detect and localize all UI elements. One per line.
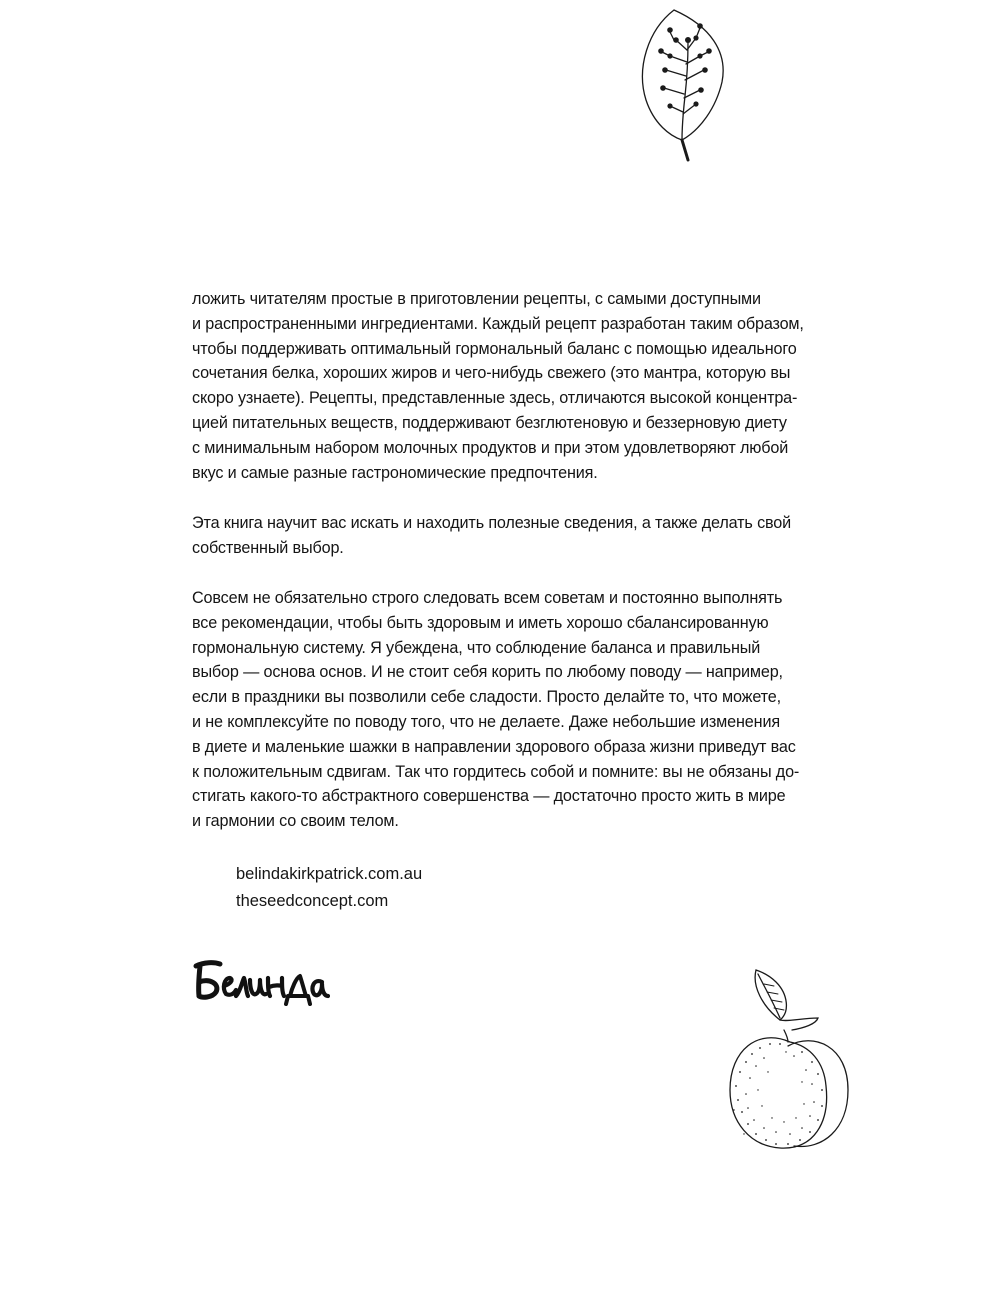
text-line: сочетания белка, хороших жиров и чего-нибудь свежего (это мантра, которую вы bbox=[192, 364, 791, 383]
text-line: ложить читателям простые в приготовлении рецепты, с самыми доступными bbox=[192, 290, 761, 308]
text-line: Эта книга научит вас искать и находить полезные сведения, а также делать свой bbox=[192, 514, 792, 532]
text-line: и гармонии со своим телом. bbox=[192, 812, 399, 831]
paragraph-balance-advice bbox=[192, 586, 842, 834]
text-line: собственный выбор. bbox=[192, 538, 344, 557]
paragraph-book-purpose bbox=[192, 511, 842, 561]
text-line: выбор — основа основ. И не стоит себя корить по любому поводу — например, bbox=[192, 663, 783, 682]
text-line: гормональную систему. Я убеждена, что соблюдение баланса и правильный bbox=[192, 638, 761, 657]
website-link-seed-concept[interactable]: theseedconcept.com bbox=[236, 892, 389, 910]
signature bbox=[190, 952, 330, 1012]
text-line: вкус и самые разные гастрономические предпочтения. bbox=[192, 463, 598, 482]
website-links bbox=[236, 861, 422, 915]
text-line: в диете и маленькие шажки в направлении здорового образа жизни приведут вас bbox=[192, 737, 796, 756]
text-line: цией питательных веществ, поддерживают безглютеновую и беззерновую диету bbox=[192, 413, 787, 432]
leaf-illustration bbox=[630, 4, 740, 166]
text-line: стигать какого-то абстрактного совершенства — достаточно просто жить в мире bbox=[192, 787, 786, 806]
paragraph-intro bbox=[192, 287, 842, 485]
text-line: и не комплексуйте по поводу того, что не делаете. Даже небольшие изменения bbox=[192, 712, 780, 731]
text-line: чтобы поддерживать оптимальный гормональный баланс с помощью идеального bbox=[192, 339, 797, 358]
text-line: к положительным сдвигам. Так что гордитесь собой и помните: вы не обязаны до- bbox=[192, 762, 800, 781]
text-line: с минимальным набором молочных продуктов и при этом удовлетворяют любой bbox=[192, 438, 789, 457]
text-line: если в праздники вы позволили себе сладости. Просто делайте то, что можете, bbox=[192, 688, 781, 707]
text-line: скоро узнаете). Рецепты, представленные здесь, отличаются высокой концентра- bbox=[192, 389, 798, 408]
website-link-belinda[interactable]: belindakirkpatrick.com.au bbox=[236, 865, 423, 883]
peach-illustration bbox=[718, 962, 864, 1158]
text-line: все рекомендации, чтобы быть здоровым и иметь хорошо сбалансированную bbox=[192, 613, 769, 632]
text-line: и распространенными ингредиентами. Каждый рецепт разработан таким образом, bbox=[192, 314, 804, 333]
text-line: Совсем не обязательно строго следовать всем советам и постоянно выполнять bbox=[192, 589, 783, 607]
